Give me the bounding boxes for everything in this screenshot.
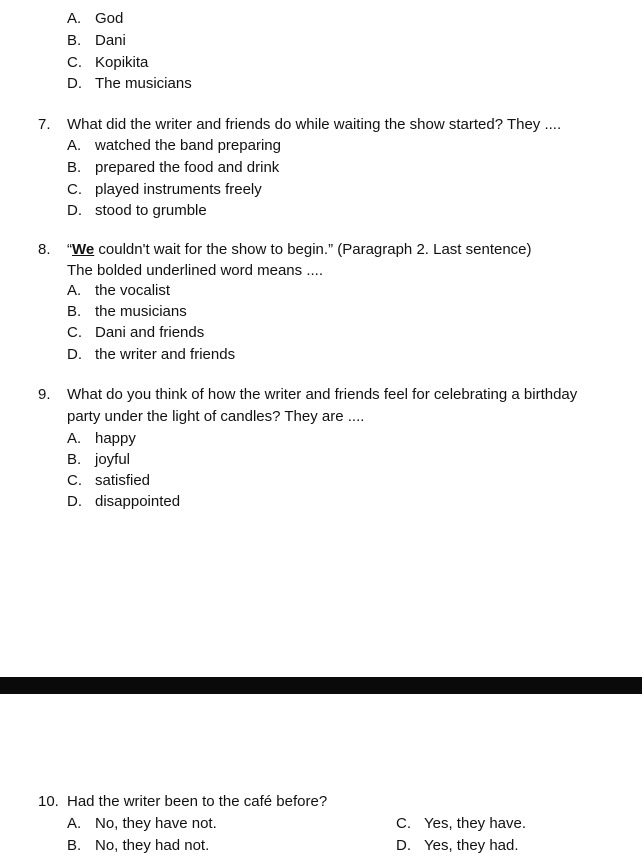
option-letter: D. (396, 837, 411, 854)
option-text: God (95, 10, 124, 27)
option-letter: C. (396, 815, 411, 832)
option-text: The musicians (95, 75, 192, 92)
option-text: watched the band preparing (95, 137, 281, 154)
q10-option-c[interactable] (396, 815, 526, 833)
q9-option-a[interactable] (67, 430, 136, 448)
option-letter: B. (67, 451, 82, 468)
option-letter: B. (67, 32, 82, 49)
q7-option-c[interactable] (67, 181, 262, 199)
option-text: No, they had not. (95, 837, 210, 854)
q10-option-b[interactable] (67, 837, 209, 855)
quote-rest: couldn't wait for the show to begin.” (Paragraph 2. Last sentence) (94, 241, 532, 258)
option-letter: A. (67, 282, 82, 299)
q6-option-b[interactable] (67, 32, 126, 50)
option-text: the musicians (95, 303, 187, 320)
q10-option-d[interactable] (396, 837, 519, 855)
q8-option-c[interactable] (67, 324, 204, 342)
option-letter: A. (67, 10, 82, 27)
option-letter: A. (67, 137, 82, 154)
option-letter: B. (67, 303, 82, 320)
option-text: stood to grumble (95, 202, 207, 219)
page-break-bar (0, 677, 642, 694)
option-text: happy (95, 430, 136, 447)
option-letter: C. (67, 472, 82, 489)
q9-option-b[interactable] (67, 451, 130, 469)
option-text: disappointed (95, 493, 181, 510)
q10-option-a[interactable] (67, 815, 217, 833)
q8-option-b[interactable] (67, 303, 187, 321)
option-text: the vocalist (95, 282, 171, 299)
question-text: What do you think of how the writer and friends feel for celebrating a birthday (67, 386, 578, 403)
question-text-line2: party under the light of candles? They are .... (67, 408, 365, 425)
option-letter: D. (67, 75, 82, 92)
option-letter: A. (67, 430, 82, 447)
option-text: Dani (95, 32, 126, 49)
q8-option-d[interactable] (67, 346, 235, 364)
question-number: 7. (38, 116, 51, 133)
question-number: 8. (38, 241, 51, 258)
option-letter: C. (67, 54, 82, 71)
option-text: satisfied (95, 472, 151, 489)
question-text: What did the writer and friends do while waiting the show started? They .... (67, 116, 562, 133)
option-letter: D. (67, 493, 82, 510)
q8-option-a[interactable] (67, 282, 170, 300)
option-letter: B. (67, 837, 82, 854)
bolded-underlined-word: We (72, 241, 95, 258)
option-letter: A. (67, 815, 82, 832)
option-text: the writer and friends (95, 346, 236, 363)
option-text: played instruments freely (95, 181, 262, 198)
option-text: Dani and friends (95, 324, 205, 341)
option-text: Kopikita (95, 54, 149, 71)
option-text: Yes, they have. (424, 815, 527, 832)
option-letter: B. (67, 159, 82, 176)
q7-option-d[interactable] (67, 202, 207, 220)
question-text: Had the writer been to the café before? (67, 793, 328, 810)
option-letter: C. (67, 181, 82, 198)
question-text (67, 241, 532, 259)
q7-option-a[interactable] (67, 137, 281, 155)
option-text: prepared the food and drink (95, 159, 280, 176)
option-letter: C. (67, 324, 82, 341)
option-letter: D. (67, 346, 82, 363)
q7-option-b[interactable] (67, 159, 279, 177)
option-text: Yes, they had. (424, 837, 519, 854)
q9-option-c[interactable] (67, 472, 150, 490)
question-text-line2: The bolded underlined word means .... (67, 262, 323, 279)
q6-option-c[interactable] (67, 54, 148, 72)
question-number: 9. (38, 386, 51, 403)
q6-option-a[interactable] (67, 10, 123, 28)
quote-open: “ (67, 241, 72, 258)
option-text: No, they have not. (95, 815, 217, 832)
question-number: 10. (38, 793, 59, 810)
q9-option-d[interactable] (67, 493, 180, 511)
option-letter: D. (67, 202, 82, 219)
q6-option-d[interactable] (67, 75, 192, 93)
option-text: joyful (95, 451, 131, 468)
